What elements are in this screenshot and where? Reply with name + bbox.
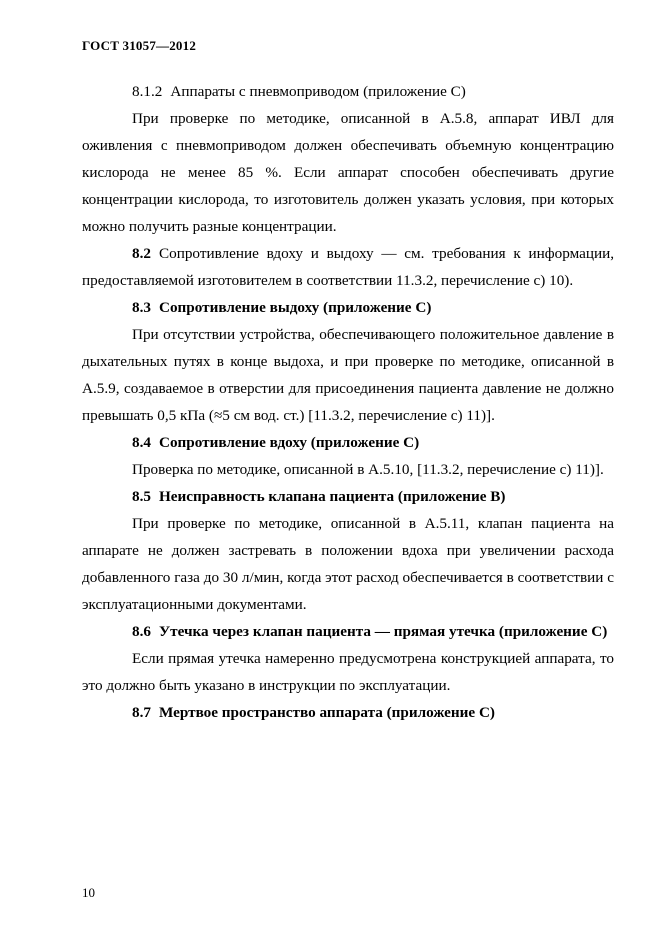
section-number: 8.3: [132, 299, 151, 316]
section-title: Сопротивление вдоху (приложение C): [158, 434, 420, 451]
heading-8-5: [82, 483, 614, 510]
paragraph-8-3: При отсутствии устройства, обеспечивающего положительное давление в дыхательных путях в конце выдоха, и при проверке по методике, описанной в A.5.9, создаваемое в отверстии для присоединения пациента давление не должно превышать 0,5 кПа (≈5 см вод. ст.) [11.3.2, перечисление c) 11)].: [82, 326, 614, 424]
paragraph-8-1-2: При проверке по методике, описанной в A.5.8, аппарат ИВЛ для оживления с пневмоприводом должен обеспечивать объемную концентрацию кислорода не менее 85 %. Если аппарат способен обеспечивать другие концентрации кислорода, то изготовитель должен указать условия, при которых можно получить разные концентрации.: [82, 110, 614, 235]
heading-8-4: [82, 429, 614, 456]
paragraph-8-4: Проверка по методике, описанной в A.5.10, [11.3.2, перечисление c) 11)].: [132, 461, 604, 478]
section-number: 8.2: [132, 245, 151, 262]
section-title: Неисправность клапана пациента (приложение B): [158, 488, 506, 505]
section-number: 8.6: [132, 623, 151, 640]
section-title: Мертвое пространство аппарата (приложение C): [158, 704, 495, 721]
section-title: Сопротивление выдоху (приложение C): [158, 299, 432, 316]
paragraph-8-6: Если прямая утечка намеренно предусмотрена конструкцией аппарата, то это должно быть указано в инструкции по эксплуатации.: [82, 650, 614, 694]
section-number: 8.5: [132, 488, 151, 505]
paragraph-8-2: [82, 240, 614, 294]
page-number: 10: [82, 885, 95, 900]
heading-8-3: [82, 294, 614, 321]
section-number: 8.4: [132, 434, 151, 451]
section-title: Утечка через клапан пациента — прямая утечка (приложение C): [158, 623, 608, 640]
section-title: Аппараты с пневмоприводом (приложение C): [170, 83, 466, 100]
section-number: 8.7: [132, 704, 151, 721]
standard-header: ГОСТ 31057—2012: [82, 38, 197, 53]
heading-8-6: [82, 618, 614, 645]
heading-8-7: [82, 699, 614, 726]
heading-8-1-2: [82, 78, 614, 105]
paragraph-8-5: При проверке по методике, описанной в A.5.11, клапан пациента на аппарате не должен застревать в положении вдоха при увеличении расхода добавленного газа до 30 л/мин, когда этот расход обеспечивается в соответствии с эксплуатационными документами.: [82, 515, 614, 613]
document-body: [82, 78, 614, 726]
section-number: 8.1.2: [132, 83, 163, 100]
section-text: Сопротивление вдоху и выдоху — см. требования к информации, предоставляемой изготовителем в соответствии 11.3.2, перечисление c) 10).: [82, 245, 614, 289]
